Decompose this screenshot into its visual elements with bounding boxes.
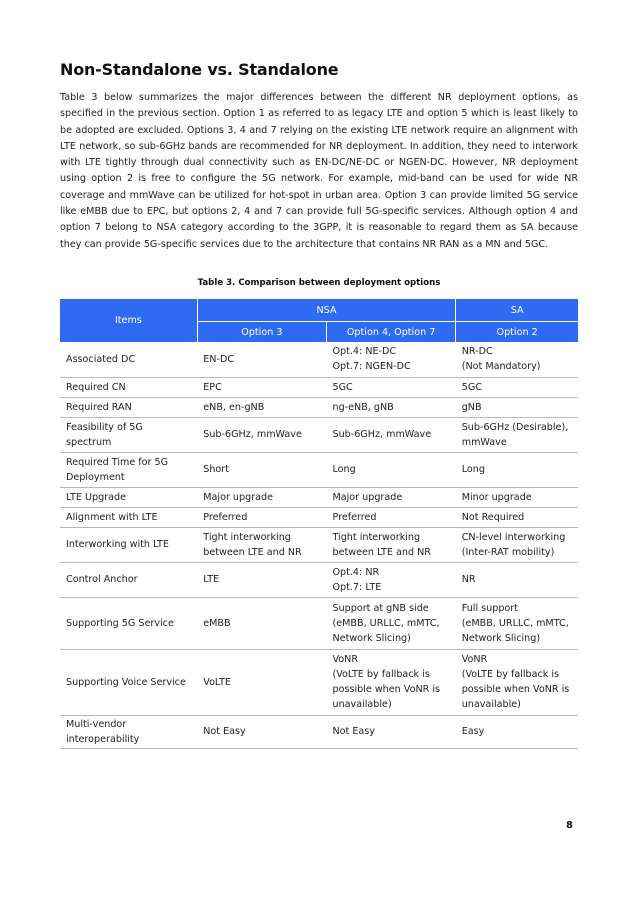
cell-item (60, 597, 197, 649)
cell-option-4-7 (326, 507, 455, 527)
cell-text: gNB (461, 401, 482, 413)
cell-text: Sub-6GHz (Desirable), (461, 421, 569, 433)
cell-item (60, 342, 197, 377)
cell-option-2 (456, 649, 578, 715)
cell-text: between LTE and NR (203, 546, 302, 558)
cell-text: VoLTE (203, 676, 231, 688)
cell-text: Support at gNB side (332, 602, 429, 614)
cell-text: Sub-6GHz, mmWave (203, 429, 302, 440)
cell-option-4-7 (326, 377, 455, 397)
cell-option-2 (456, 507, 578, 527)
cell-option-3 (197, 649, 326, 715)
cell-text: NR-DC (461, 346, 493, 358)
cell-text: EN-DC (203, 353, 235, 365)
table-row (60, 417, 578, 452)
cell-option-2 (456, 527, 578, 562)
cell-item (60, 487, 197, 507)
cell-text: interoperability (66, 733, 140, 745)
header-row-group (60, 299, 578, 322)
cell-option-4-7 (326, 487, 455, 507)
cell-text: Preferred (203, 511, 248, 523)
cell-text: Not Required (461, 511, 525, 523)
table-header (60, 299, 578, 342)
table-row (60, 397, 578, 417)
cell-item (60, 397, 197, 417)
cell-option-3 (197, 527, 326, 562)
cell-text: unavailable) (332, 699, 392, 710)
header-sa: SA (456, 299, 578, 322)
cell-text: Long (332, 464, 356, 475)
cell-item (60, 507, 197, 527)
cell-text: NR (461, 574, 476, 585)
table-row (60, 487, 578, 507)
cell-option-4-7 (326, 562, 455, 597)
cell-option-3 (197, 507, 326, 527)
cell-option-3 (197, 597, 326, 649)
cell-text: (VoLTE by fallback is (461, 669, 560, 680)
cell-text: Control Anchor (66, 574, 138, 585)
header-option-3: Option 3 (197, 322, 326, 343)
cell-text: Required CN (66, 381, 126, 393)
table-row (60, 715, 578, 748)
header-nsa: NSA (197, 299, 455, 322)
cell-option-2 (456, 377, 578, 397)
cell-text: Opt.4: NE-DC (332, 346, 397, 358)
cell-text: eMBB (203, 617, 231, 629)
cell-text: Tight interworking (203, 531, 291, 543)
table-row (60, 527, 578, 562)
cell-text: 5GC (461, 381, 482, 393)
cell-option-2 (456, 562, 578, 597)
table-row (60, 452, 578, 487)
cell-option-4-7 (326, 597, 455, 649)
table-row (60, 597, 578, 649)
cell-text: Major upgrade (332, 491, 403, 503)
cell-text: 5GC (332, 381, 353, 393)
cell-text: Opt.4: NR (332, 566, 380, 578)
header-option-4-7: Option 4, Option 7 (326, 322, 455, 343)
cell-text: Opt.7: LTE (332, 581, 382, 593)
cell-text: (Not Mandatory) (461, 361, 541, 373)
cell-text: Interworking with LTE (66, 539, 169, 550)
body-paragraph: Table 3 below summarizes the major differences between the different NR deployment options, as specified in the previous section. Option 1 as referred to as legacy LTE and option 5 which is least likely to be adopted are excluded. Options 3, 4 and 7 relying on the existing LTE network require an alignment with LTE network, so sub-6GHz bands are recommended for NR deployment. In addition, they need to interwork with LTE tightly through dual connectivity such as EN-DC/NE-DC or NGEN-DC. However, NR deployment using option 2 is free to configure the 5G network. For example, mid-band can be used for wide NR coverage and mmWave can be utilized for hot-spot in urban area. Option 3 can provide limited 5G service like eMBB due to EPC, but options 2, 4 and 7 can provide full 5G-specific services. Although option 4 and option 7 belong to NSA category according to the 3GPP, it is reasonable to regard them as SA because they can provide 5G-specific services due to the architecture that contains NR RAN as a MN and 5GC. (60, 92, 578, 250)
cell-option-4-7 (326, 649, 455, 715)
page-number: 8 (566, 820, 573, 831)
cell-item (60, 649, 197, 715)
cell-text: Short (203, 464, 229, 475)
cell-text: Multi-vendor (66, 718, 127, 730)
cell-text: Feasibility of 5G spectrum (66, 421, 143, 448)
cell-item (60, 715, 197, 748)
cell-item (60, 417, 197, 452)
cell-item (60, 377, 197, 397)
cell-text: Not Easy (203, 726, 246, 737)
cell-text: VoNR (332, 654, 359, 665)
cell-option-3 (197, 417, 326, 452)
cell-option-2 (456, 597, 578, 649)
cell-text: Supporting Voice Service (66, 676, 186, 688)
cell-option-4-7 (326, 527, 455, 562)
cell-text: Alignment with LTE (66, 511, 158, 523)
cell-option-3 (197, 397, 326, 417)
cell-option-2 (456, 397, 578, 417)
cell-text: Required Time for 5G (66, 456, 169, 468)
cell-option-3 (197, 342, 326, 377)
cell-text: (VoLTE by fallback is (332, 669, 430, 680)
cell-option-3 (197, 715, 326, 748)
cell-text: (eMBB, URLLC, mMTC, (461, 617, 569, 629)
table-row (60, 507, 578, 527)
cell-text: Opt.7: NGEN-DC (332, 361, 411, 373)
cell-text: Deployment (66, 471, 125, 483)
table-body (60, 342, 578, 748)
cell-text: Long (461, 464, 485, 475)
table-row (60, 342, 578, 377)
cell-text: Network Slicing) (332, 632, 411, 644)
cell-text: Easy (461, 726, 485, 737)
cell-text: Major upgrade (203, 491, 274, 503)
cell-text: Tight interworking (332, 531, 421, 543)
section-heading: Non-Standalone vs. Standalone (60, 60, 339, 79)
cell-text: EPC (203, 381, 222, 393)
cell-option-3 (197, 562, 326, 597)
table-row (60, 649, 578, 715)
cell-text: (Inter-RAT mobility) (461, 546, 555, 558)
cell-option-4-7 (326, 397, 455, 417)
header-items: Items (60, 299, 197, 342)
cell-text: Supporting 5G Service (66, 617, 174, 629)
cell-text: possible when VoNR is (332, 684, 441, 695)
cell-text: Network Slicing) (461, 632, 541, 644)
cell-option-4-7 (326, 417, 455, 452)
table-caption: Table 3. Comparison between deployment options (197, 278, 441, 288)
comparison-table (60, 299, 578, 749)
cell-option-2 (456, 452, 578, 487)
cell-item (60, 452, 197, 487)
cell-text: VoNR (461, 654, 488, 665)
cell-item (60, 562, 197, 597)
cell-text: Required RAN (66, 401, 132, 413)
cell-option-4-7 (326, 715, 455, 748)
cell-text: eNB, en-gNB (203, 401, 265, 413)
cell-text: between LTE and NR (332, 546, 431, 558)
cell-text: ng-eNB, gNB (332, 401, 394, 413)
cell-option-4-7 (326, 342, 455, 377)
cell-text: Not Easy (332, 726, 375, 737)
cell-option-2 (456, 487, 578, 507)
cell-option-3 (197, 487, 326, 507)
cell-text: Full support (461, 602, 519, 614)
cell-option-2 (456, 342, 578, 377)
cell-text: Minor upgrade (461, 491, 532, 503)
cell-text: Preferred (332, 511, 377, 523)
cell-option-3 (197, 452, 326, 487)
cell-text: Associated DC (66, 353, 136, 365)
table-row (60, 562, 578, 597)
table-row (60, 377, 578, 397)
cell-text: mmWave (461, 436, 507, 448)
cell-text: LTE (203, 574, 220, 585)
cell-text: (eMBB, URLLC, mMTC, (332, 617, 440, 629)
header-option-2: Option 2 (456, 322, 578, 343)
cell-text: LTE Upgrade (66, 491, 127, 503)
cell-text: unavailable) (461, 699, 521, 710)
cell-option-4-7 (326, 452, 455, 487)
cell-option-2 (456, 715, 578, 748)
cell-item (60, 527, 197, 562)
cell-option-2 (456, 417, 578, 452)
cell-option-3 (197, 377, 326, 397)
cell-text: CN-level interworking (461, 531, 566, 543)
cell-text: Sub-6GHz, mmWave (332, 429, 432, 440)
cell-text: possible when VoNR is (461, 684, 570, 695)
